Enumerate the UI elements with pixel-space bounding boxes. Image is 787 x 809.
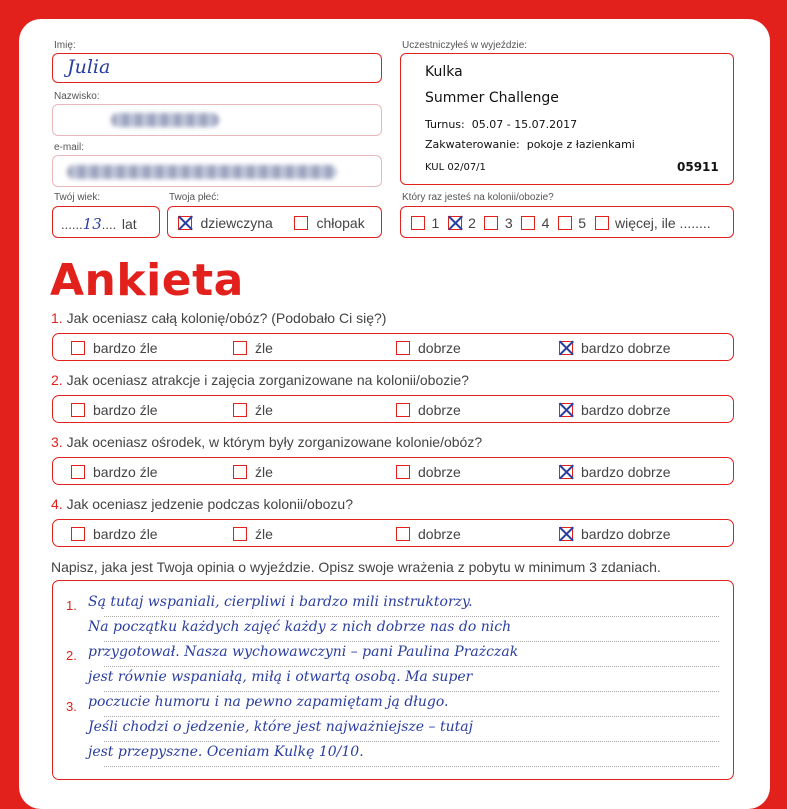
age-dots-prefix: ...... bbox=[61, 217, 83, 232]
turnus-value: 05.07 - 15.07.2017 bbox=[471, 118, 578, 131]
q1-checkbox-bardzo-zle[interactable] bbox=[71, 341, 85, 355]
accommodation-value: pokoje z łazienkami bbox=[526, 138, 635, 151]
question-1-number: 1. bbox=[51, 310, 63, 326]
camp-number: 05911 bbox=[677, 160, 719, 174]
q1-option-bardzo-dobrze: bardzo dobrze bbox=[581, 339, 671, 356]
question-4-number: 4. bbox=[51, 496, 63, 512]
opinion-line: poczucie humoru i na pewno zapamiętam ją długo. bbox=[88, 694, 449, 710]
question-3-answers bbox=[52, 457, 734, 485]
q4-checkbox-zle[interactable] bbox=[233, 527, 247, 541]
question-2-text: Jak oceniasz atrakcje i zajęcia zorganizowane na kolonii/obozie? bbox=[66, 372, 469, 388]
q3-checkbox-bardzo-dobrze[interactable] bbox=[559, 465, 573, 479]
visit-checkbox-5[interactable] bbox=[558, 216, 572, 230]
opinion-line: Na początku każdych zajęć każdy z nich dobrze nas do nich bbox=[88, 619, 512, 635]
opinion-rule bbox=[104, 741, 719, 742]
surname-label: Nazwisko: bbox=[54, 91, 100, 102]
opinion-line: jest przepyszne. Oceniam Kulkę 10/10. bbox=[88, 744, 364, 760]
opinion-line: jest równie wspaniałą, miłą i otwartą osobą. Ma super bbox=[88, 669, 473, 685]
visit-option-more: więcej, ile ........ bbox=[614, 214, 711, 231]
age-field[interactable] bbox=[52, 206, 160, 238]
opinion-rule bbox=[104, 666, 719, 667]
gender-checkbox-dziewczyna[interactable] bbox=[178, 216, 192, 230]
email-label: e-mail: bbox=[54, 142, 85, 153]
q3-checkbox-dobrze[interactable] bbox=[396, 465, 410, 479]
q1-checkbox-zle[interactable] bbox=[233, 341, 247, 355]
question-2-number: 2. bbox=[51, 372, 63, 388]
camp-name: Kulka bbox=[425, 64, 463, 80]
q2-option-dobrze: dobrze bbox=[418, 401, 461, 418]
question-3-text: Jak oceniasz ośrodek, w którym były zorganizowane kolonie/obóz? bbox=[66, 434, 483, 450]
opinion-number-2: 2. bbox=[66, 648, 77, 663]
email-field[interactable] bbox=[52, 155, 382, 187]
q3-option-dobrze: dobrze bbox=[418, 463, 461, 480]
opinion-number-1: 1. bbox=[66, 598, 77, 613]
camp-program: Summer Challenge bbox=[425, 90, 559, 106]
question-4-text: Jak oceniasz jedzenie podczas kolonii/obozu? bbox=[66, 496, 353, 512]
opinion-rule bbox=[104, 616, 719, 617]
q3-checkbox-zle[interactable] bbox=[233, 465, 247, 479]
visit-checkbox-1[interactable] bbox=[411, 216, 425, 230]
gender-label: Twoja płeć: bbox=[169, 192, 220, 203]
visit-option-1: 1 bbox=[431, 214, 440, 231]
age-label: Twój wiek: bbox=[54, 192, 101, 203]
visit-option-2: 2 bbox=[468, 214, 476, 231]
survey-title: Ankieta bbox=[50, 255, 244, 306]
q2-checkbox-bardzo-dobrze[interactable] bbox=[559, 403, 573, 417]
question-3 bbox=[51, 434, 482, 450]
visit-checkbox-4[interactable] bbox=[521, 216, 535, 230]
gender-field bbox=[167, 206, 382, 238]
q4-checkbox-bardzo-zle[interactable] bbox=[71, 527, 85, 541]
q2-checkbox-bardzo-zle[interactable] bbox=[71, 403, 85, 417]
q4-option-dobrze: dobrze bbox=[418, 525, 461, 542]
opinion-line: Są tutaj wspaniali, cierpliwi i bardzo mili instruktorzy. bbox=[88, 594, 473, 610]
visit-checkbox-2[interactable] bbox=[448, 216, 462, 230]
gender-option-chlopak: chłopak bbox=[316, 214, 365, 231]
opinion-rule bbox=[104, 716, 719, 717]
visit-field bbox=[400, 206, 734, 238]
visit-option-5: 5 bbox=[578, 214, 587, 231]
opinion-rule bbox=[104, 691, 719, 692]
gender-option-dziewczyna: dziewczyna bbox=[200, 214, 273, 231]
name-label: Imię: bbox=[54, 40, 76, 51]
turnus-label: Turnus: bbox=[425, 118, 465, 131]
opinion-rule bbox=[104, 766, 719, 767]
opinion-rule bbox=[104, 641, 719, 642]
email-redaction bbox=[67, 165, 337, 179]
opinion-line: Jeśli chodzi o jedzenie, które jest najważniejsze – tutaj bbox=[88, 719, 473, 735]
gender-checkbox-chlopak[interactable] bbox=[294, 216, 308, 230]
q1-checkbox-bardzo-dobrze[interactable] bbox=[559, 341, 573, 355]
question-3-number: 3. bbox=[51, 434, 63, 450]
trip-label: Uczestniczyłeś w wyjeździe: bbox=[402, 40, 528, 51]
visit-checkbox-3[interactable] bbox=[484, 216, 498, 230]
q4-checkbox-bardzo-dobrze[interactable] bbox=[559, 527, 573, 541]
q2-option-zle: źle bbox=[255, 401, 273, 418]
age-value: 13 bbox=[82, 215, 102, 233]
question-4 bbox=[51, 496, 353, 512]
question-2 bbox=[51, 372, 469, 388]
visit-checkbox-more[interactable] bbox=[595, 216, 609, 230]
q2-checkbox-zle[interactable] bbox=[233, 403, 247, 417]
q4-option-zle: źle bbox=[255, 525, 273, 542]
camp-info-box bbox=[400, 53, 734, 185]
visit-option-3: 3 bbox=[504, 214, 513, 231]
surname-field[interactable] bbox=[52, 104, 382, 136]
q2-option-bardzo-zle: bardzo źle bbox=[93, 401, 158, 418]
q4-option-bardzo-dobrze: bardzo dobrze bbox=[581, 525, 671, 542]
q2-checkbox-dobrze[interactable] bbox=[396, 403, 410, 417]
visit-option-4: 4 bbox=[541, 214, 550, 231]
q3-option-zle: źle bbox=[255, 463, 273, 480]
question-1-text: Jak oceniasz całą kolonię/obóz? (Podobało Ci się?) bbox=[66, 310, 387, 326]
q1-option-bardzo-zle: bardzo źle bbox=[93, 339, 158, 356]
q3-option-bardzo-dobrze: bardzo dobrze bbox=[581, 463, 671, 480]
accommodation-label: Zakwaterowanie: bbox=[425, 138, 520, 151]
name-value: Julia bbox=[67, 56, 111, 78]
opinion-prompt: Napisz, jaka jest Twoja opinia o wyjeździe. Opisz swoje wrażenia z pobytu w minimum 3 zdaniach. bbox=[51, 559, 661, 575]
q1-option-zle: źle bbox=[255, 339, 273, 356]
question-1-answers bbox=[52, 333, 734, 361]
q2-option-bardzo-dobrze: bardzo dobrze bbox=[581, 401, 671, 418]
q3-checkbox-bardzo-zle[interactable] bbox=[71, 465, 85, 479]
q3-option-bardzo-zle: bardzo źle bbox=[93, 463, 158, 480]
camp-code: KUL 02/07/1 bbox=[425, 162, 486, 173]
age-unit: lat bbox=[121, 216, 137, 232]
q1-checkbox-dobrze[interactable] bbox=[396, 341, 410, 355]
question-4-answers bbox=[52, 519, 734, 547]
q4-option-bardzo-zle: bardzo źle bbox=[93, 525, 158, 542]
q1-option-dobrze: dobrze bbox=[418, 339, 461, 356]
question-2-answers bbox=[52, 395, 734, 423]
age-dots-suffix: .... bbox=[101, 217, 117, 232]
q4-checkbox-dobrze[interactable] bbox=[396, 527, 410, 541]
name-field[interactable] bbox=[52, 53, 382, 83]
visit-label: Który raz jesteś na kolonii/obozie? bbox=[402, 192, 554, 203]
opinion-line: przygotował. Nasza wychowawczyni – pani Paulina Prażczak bbox=[88, 644, 519, 660]
opinion-number-3: 3. bbox=[66, 699, 77, 714]
surname-redaction bbox=[111, 113, 219, 127]
question-1 bbox=[51, 310, 386, 326]
